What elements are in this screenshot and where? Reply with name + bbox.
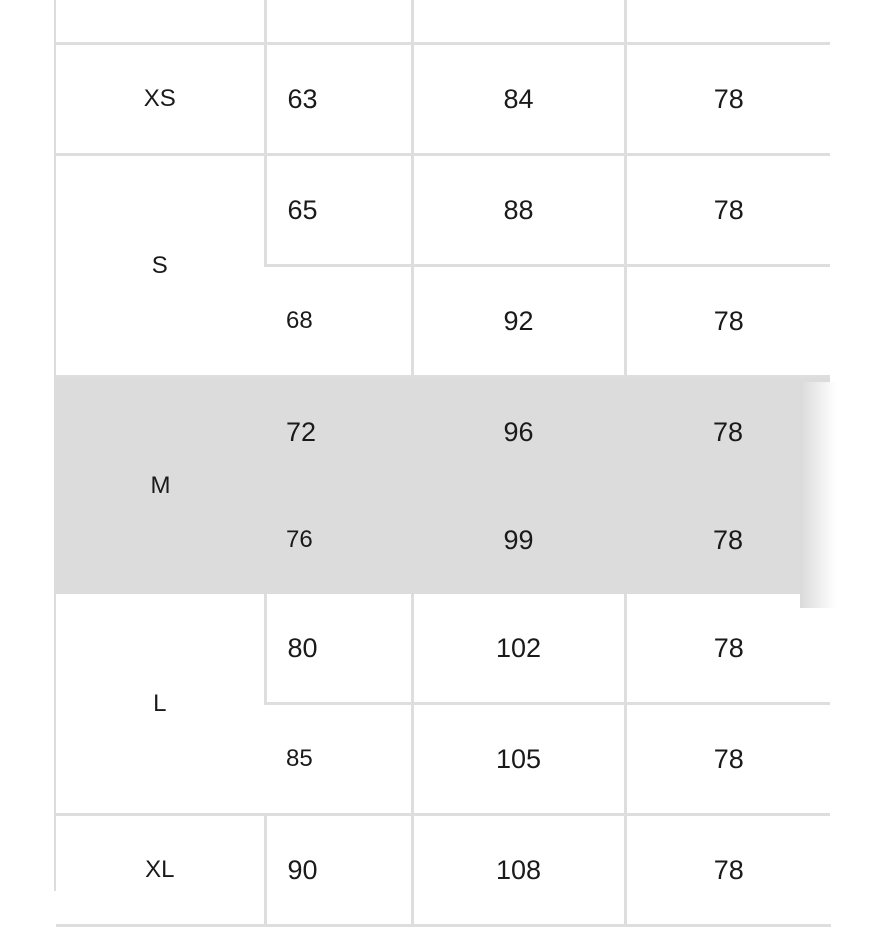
table-cell: 72 <box>265 377 412 487</box>
table-row <box>56 594 831 704</box>
table-cell: 68 <box>265 266 412 377</box>
size-label-s: S <box>56 155 265 377</box>
size-label-xl: XL <box>56 815 265 926</box>
table-cell: 78 <box>625 155 831 266</box>
table-cell: 76 <box>265 486 412 594</box>
table-left-border <box>54 0 56 891</box>
table-cell: 78 <box>625 377 831 487</box>
size-chart-table <box>56 0 831 927</box>
right-margin <box>830 0 891 891</box>
table-cell: 85 <box>265 704 412 815</box>
size-label-l: L <box>56 594 265 815</box>
table-cell: 102 <box>412 594 625 704</box>
table-cell: 78 <box>625 44 831 155</box>
table-row <box>56 44 831 155</box>
table-cell: 105 <box>412 704 625 815</box>
header-row <box>56 0 831 44</box>
table-cell: 63 <box>265 44 412 155</box>
header-col-1 <box>265 0 412 44</box>
table-cell: 65 <box>265 155 412 266</box>
table-cell: 90 <box>265 815 412 926</box>
table-cell: 78 <box>625 815 831 926</box>
table-cell: 78 <box>625 266 831 377</box>
table-row <box>56 815 831 926</box>
table-cell: 88 <box>412 155 625 266</box>
table-cell: 78 <box>625 704 831 815</box>
table-row-highlighted <box>56 377 831 487</box>
table-cell: 99 <box>412 486 625 594</box>
size-label-m: M <box>56 377 265 595</box>
header-size <box>56 0 265 44</box>
header-col-2 <box>412 0 625 44</box>
header-col-3 <box>625 0 831 44</box>
size-label-xs: XS <box>56 44 265 155</box>
table-cell: 108 <box>412 815 625 926</box>
table-cell: 92 <box>412 266 625 377</box>
table-row <box>56 155 831 266</box>
table-cell: 78 <box>625 594 831 704</box>
table-cell: 80 <box>265 594 412 704</box>
highlight-fade <box>800 382 836 608</box>
table-cell: 84 <box>412 44 625 155</box>
table-cell: 96 <box>412 377 625 487</box>
table-cell: 78 <box>625 486 831 594</box>
